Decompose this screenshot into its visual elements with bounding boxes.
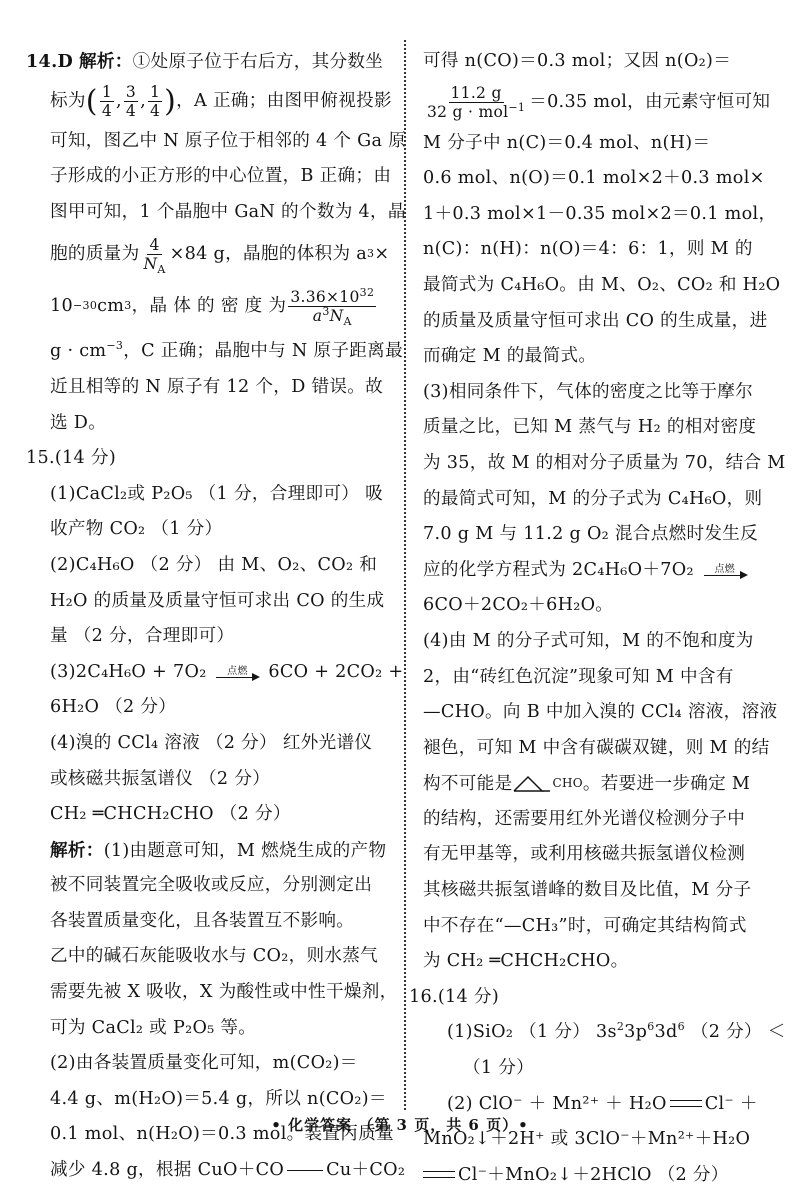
q15-answer-3-line-1 — [26, 655, 404, 691]
oxygen-mole-fraction: $\frac{11.2 g}{32 g \cdot mol^{-1}}$ — [427, 84, 526, 122]
right-line-2 — [423, 80, 778, 126]
right-line-1: 可得 n(CO)＝0.3 mol；又因 n(O₂)＝ — [423, 51, 732, 71]
coord-fraction-b: $\frac{3}{4}$ — [125, 83, 137, 121]
right-line-5: 1＋0.3 mol×1－0.35 mol×2＝0.1 mol， — [423, 203, 777, 224]
q14-text: cm — [97, 295, 125, 316]
equation-right: 6CO + 2CO₂ + — [268, 661, 404, 682]
q15-answer-4-line-2: 或核磁共振氢谱仪 （2 分） — [50, 768, 271, 789]
q14-text: ①处原子位于右后方，其分数坐 — [132, 52, 384, 72]
q16-text: 3p — [624, 1022, 648, 1043]
right-line-25: 中不存在“—CH₃”时，可确定其结构简式 — [423, 915, 747, 936]
q14-line-7: 10 −30 cm 3 ，晶 体 的 密 度 为 $\frac{3.36\times 10^{32}}{a^3N_A}$ — [50, 285, 375, 328]
open-paren: ( — [85, 83, 98, 119]
cho-group-label: CHO — [552, 776, 583, 791]
right-line-8: 的质量及质量守恒可求出 CO 的生成量，进 — [423, 310, 768, 331]
q15-explanation-line-1 — [26, 833, 392, 869]
superscript: 6 — [647, 1020, 655, 1034]
q16-text: Cl⁻＋MnO₂↓＋2HClO （2 分） — [458, 1164, 729, 1185]
right-text: 构不可能是 — [423, 774, 513, 795]
q14-line-4: 子形成的小正方形的中心位置，B 正确；由 — [50, 166, 392, 187]
right-line-21 — [423, 766, 778, 802]
q16-text: Cl⁻ ＋ — [704, 1093, 758, 1114]
q14-text: 胞的质量为 — [50, 243, 140, 264]
ionic-equals-sign — [670, 1100, 702, 1107]
right-line-22: 的结构，还需要用红外光谱仪检测分子中 — [423, 808, 746, 829]
q15-explanation-line-4: 乙中的碱石灰能吸收水与 CO₂，则水蒸气 — [50, 946, 379, 967]
q15-heading: 15.(14 分) — [26, 448, 116, 469]
q15-answer-1-line-2: 收产物 CO₂ （1 分） — [50, 519, 223, 540]
coord-fraction-c: $\frac{1}{4}$ — [149, 83, 161, 121]
q15-answer-2-line-2: H₂O 的质量及质量守恒可求出 CO 的生成 — [50, 590, 385, 611]
q16-heading: 16.(14 分) — [409, 986, 499, 1007]
q15-answer-4-line-1: (4)溴的 CCl₄ 溶液 （2 分） 红外光谱仪 — [50, 732, 373, 753]
right-text: 应的化学方程式为 2C₄H₆O＋7O₂ — [423, 559, 694, 580]
q15-explanation-line-3: 各装置质量变化，且各装置互不影响。 — [50, 910, 355, 931]
q15-explanation-line-5: 需要先被 X 吸收，X 为酸性或中性干燥剂， — [50, 982, 398, 1003]
q14-text: ，A 正确；由图甲俯视投影 — [176, 90, 392, 111]
right-line-23: 有无甲基等，或利用核磁共振氢谱仪检测 — [423, 844, 746, 865]
q14-line-6: 胞的质量为 $\frac{4}{N_A}$ ×84 g，晶胞的体积为 a 3 × — [50, 235, 390, 276]
ionic-equals-sign — [423, 1171, 455, 1178]
q14-text: ，晶 体 的 密 度 为 — [131, 295, 287, 316]
q15-explanation-line-2: 被不同装置完全吸收或反应，分别测定出 — [50, 875, 373, 896]
q14-line-9: 近且相等的 N 原子有 12 个，D 错误。故 — [50, 376, 384, 397]
reaction-arrow: 点燃 — [704, 564, 746, 576]
mass-fraction: $\frac{4}{N_A}$ — [143, 235, 166, 276]
right-line-10: (3)相同条件下，气体的密度之比等于摩尔 — [423, 381, 754, 402]
q15-answer-4-line-3: CH₂ ═CHCH₂CHO （2 分） — [50, 804, 291, 825]
right-text: 。若要进一步确定 M — [582, 774, 751, 795]
q16-answer-1-line-1 — [423, 1015, 786, 1051]
right-line-24: 其核磁共振氢谱峰的数目及比值，M 分子 — [423, 880, 752, 901]
explanation-text: (1)由题意可知，M 燃烧生成的产物 — [103, 840, 387, 861]
q15-explanation-line-6: 可为 CaCl₂ 或 P₂O₅ 等。 — [50, 1017, 257, 1038]
coord-fraction-a: $\frac{1}{4}$ — [101, 83, 112, 121]
q16-text: （2 分） ＜ — [684, 1022, 786, 1043]
q14-text: g · cm — [50, 341, 107, 362]
q15-explanation-line-7: (2)由各装置质量变化可知，m(CO₂)＝ — [50, 1053, 358, 1074]
q14-line-8 — [26, 334, 403, 370]
q16-text: (1)SiO₂ （1 分） 3s — [447, 1022, 617, 1043]
right-line-17: (4)由 M 的分子式可知，M 的不饱和度为 — [423, 630, 754, 651]
q14-text: ×84 g，晶胞的体积为 a — [169, 243, 368, 264]
reaction-equals-line — [287, 1170, 323, 1171]
right-line-12: 为 35，故 M 的相对分子质量为 70，结合 M — [423, 452, 786, 473]
right-line-19: —CHO。向 B 中加入溴的 CCl₄ 溶液，溶液 — [423, 702, 778, 723]
reaction-arrow: 点燃 — [216, 666, 258, 678]
q16-text: (2) ClO⁻ ＋ Mn²⁺ ＋ H₂O — [447, 1093, 667, 1114]
explanation-text: Cu＋CO₂ — [326, 1160, 406, 1181]
q14-line-1 — [26, 44, 392, 80]
right-line-4: 0.6 mol、n(O)＝0.1 mol×2＋0.3 mol× — [423, 168, 765, 189]
right-text: ＝0.35 mol，由元素守恒可知 — [529, 91, 771, 112]
density-fraction: $\frac{3.36\times 10^{32}}{a^3N_A}$ — [290, 285, 375, 328]
superscript: −3 — [106, 339, 124, 353]
superscript: 6 — [677, 1020, 685, 1034]
q15-answer-2-line-3: 量 （2 分，合理即可） — [50, 626, 235, 647]
q16-answer-2-line-2: MnO₂↓＋2H⁺ 或 3ClO⁻＋Mn²⁺＋H₂O — [423, 1129, 751, 1150]
q14-text: ，C 正确；晶胞中与 N 原子距离最 — [123, 341, 403, 362]
right-line-9: 而确定 M 的最简式。 — [423, 346, 597, 367]
q16-answer-1-line-2: （1 分） — [463, 1058, 535, 1079]
right-line-13: 的最简式可知，M 的分子式为 C₄H₆O，则 — [423, 488, 763, 509]
right-column — [409, 44, 786, 1193]
q15-explanation-line-8: 4.4 g、m(H₂O)＝5.4 g，所以 n(CO₂)＝ — [50, 1088, 387, 1109]
triangle-ring-icon — [512, 774, 552, 794]
page-footer: • 化学答案 （第 3 页，共 6 页）• — [271, 1116, 529, 1134]
right-line-14: 7.0 g M 与 11.2 g O₂ 混合点燃时发生反 — [423, 524, 759, 545]
right-line-7: 最简式为 C₄H₆O。由 M、O₂、CO₂ 和 H₂O — [423, 274, 781, 295]
q14-line-5: 图甲可知，1 个晶胞中 GaN 的个数为 4，晶 — [50, 201, 406, 222]
equation-left: (3)2C₄H₆O + 7O₂ — [50, 661, 207, 682]
q14-text: × — [374, 243, 390, 264]
q14-line-3: 可知，图乙中 N 原子位于相邻的 4 个 Ga 原 — [50, 130, 407, 151]
q15-answer-2-line-1: (2)C₄H₆O （2 分） 由 M、O₂、CO₂ 和 — [50, 554, 378, 575]
q14-text: 标为 — [50, 90, 86, 111]
q14-number: 14.D — [26, 51, 74, 72]
q16-answer-2-line-3 — [423, 1158, 778, 1193]
superscript: 2 — [616, 1020, 625, 1034]
close-paren: ) — [164, 83, 177, 119]
right-line-20: 褪色，可知 M 中含有碳碳双键，则 M 的结 — [423, 737, 770, 758]
q14-line-10: 选 D。 — [50, 412, 107, 433]
q15-explanation-line-10 — [26, 1153, 406, 1189]
explanation-text: 减少 4.8 g，根据 CuO＋CO — [50, 1160, 285, 1181]
q15-explanation-line-9: 0.1 mol、n(H₂O)＝0.3 mol。装置丙质量 — [50, 1124, 394, 1145]
right-line-6: n(C)：n(H)：n(O)＝4：6：1，则 M 的 — [423, 239, 753, 260]
q14-text: 10 — [50, 295, 73, 316]
q14-line-2: 标为 ( $\frac{1}{4}$ , $\frac{3}{4}$ , $\frac{1}{4}$ ) ，A 正确；由图甲俯视投影 — [50, 83, 392, 121]
q16-text: 3d — [654, 1022, 678, 1043]
right-line-18: 2，由“砖红色沉淀”现象可知 M 中含有 — [423, 666, 734, 687]
explanation-label: 解析： — [50, 839, 104, 861]
q14-analysis-label: 解析： — [78, 51, 133, 72]
right-line-26: 为 CH₂ ═CHCH₂CHO。 — [423, 951, 629, 972]
right-line-15 — [423, 553, 778, 589]
right-line-11: 质量之比，已知 M 蒸气与 H₂ 的相对密度 — [423, 417, 757, 438]
right-line-3: M 分子中 n(C)＝0.4 mol、n(H)＝ — [423, 132, 711, 153]
q15-answer-1-line-1: (1)CaCl₂或 P₂O₅ （1 分，合理即可） 吸 — [50, 483, 383, 504]
q15-answer-3-line-2: 6H₂O （2 分） — [50, 697, 177, 718]
cyclopropene-structure — [512, 766, 582, 802]
right-line-16: 6CO＋2CO₂＋6H₂O。 — [423, 595, 614, 616]
